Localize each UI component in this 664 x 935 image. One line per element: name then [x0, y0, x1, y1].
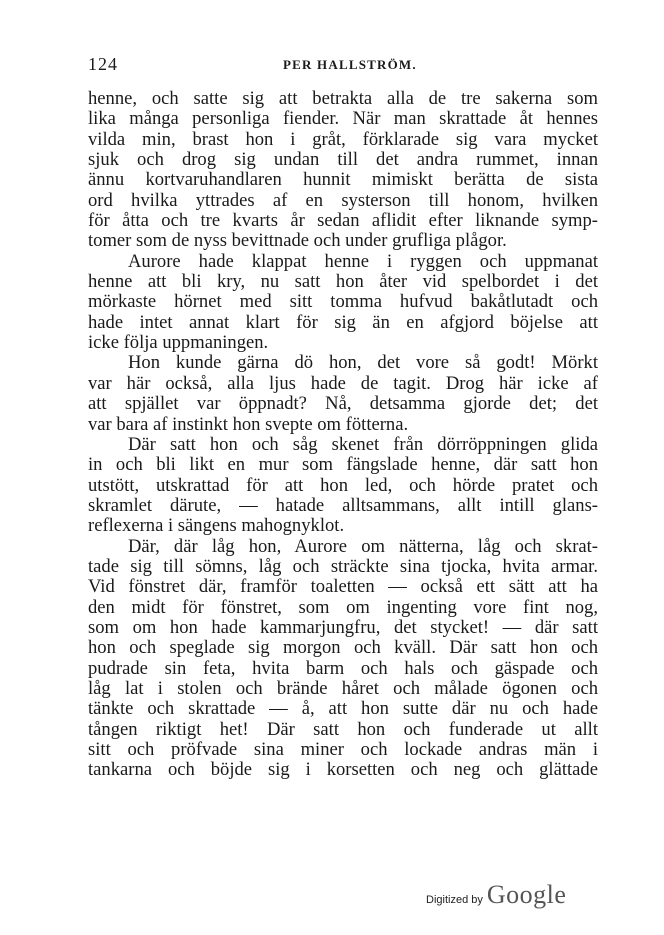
text-line: Vid fönstret där, framför toaletten — också ett sätt att ha	[88, 577, 598, 598]
running-head: PER HALLSTRÖM.	[283, 57, 417, 72]
text-line: var här också, alla ljus hade de tagit. Drog här icke af	[88, 373, 598, 394]
paragraph-start-line: Hon kunde gärna dö hon, det vore så godt! Mörkt	[128, 353, 598, 374]
paragraph-start-line: Där satt hon och såg skenet från dörröppningen glida	[128, 434, 598, 455]
text-line: icke följa uppmaningen.	[88, 333, 269, 354]
text-line: lika många personliga fiender. När man skrattade åt hennes	[88, 109, 598, 130]
text-line: reflexerna i sängens mahognyklot.	[88, 516, 345, 537]
google-logo: Google	[486, 880, 567, 909]
text-line: mörkaste hörnet med sitt tomma hufvud bakåtlutadt och	[88, 292, 598, 313]
text-line: som om hon hade kammarjungfru, det stycket! — där satt	[88, 617, 598, 638]
text-line: för åtta och tre kvarts år sedan aflidit efter liknande symp-	[88, 211, 598, 232]
digitized-watermark	[426, 880, 566, 910]
text-line: att spjället var öppnadt? Nå, detsamma gjorde det; det	[88, 394, 598, 415]
text-line: tade sig till sömns, låg och sträckte sina tjocka, hvita armar.	[88, 556, 598, 577]
text-line: skramlet därute, — hatade alltsammans, allt intill glans-	[88, 495, 598, 516]
text-line: tomer som de nyss bevittnade och under grufliga plågor.	[88, 231, 507, 252]
text-line: pudrade sin feta, hvita barm och hals och gäspade och	[88, 658, 598, 679]
page-number: 124	[88, 54, 118, 74]
text-line: hade intet annat klart för sig än en afgjord böjelse att	[88, 312, 598, 333]
text-line: sitt och pröfvade sina miner och lockade andras män i	[88, 740, 598, 760]
text-line: in och bli likt en mur som fängslade henne, där satt hon	[88, 455, 598, 476]
paragraph-start-line: Aurore hade klappat henne i ryggen och uppmanat	[128, 251, 598, 272]
text-line: henne, och satte sig att betrakta alla de tre sakerna som	[88, 89, 598, 109]
text-line: hon och speglade sig morgon och kväll. Där satt hon och	[88, 638, 598, 659]
text-line: utstött, utskrattad för att hon led, och hörde pratet och	[88, 475, 598, 496]
text-line: var bara af instinkt hon svepte om fötterna.	[88, 414, 409, 435]
text-line: tankarna och böjde sig i korsetten och neg och glättade	[88, 760, 598, 781]
text-line: ännu kortvaruhandlaren hunnit mimiskt berätta de sista	[88, 170, 598, 191]
text-line: sjuk och drog sig undan till det andra rummet, innan	[88, 150, 598, 171]
text-line: den midt för fönstret, som om ingenting vore fint nog,	[88, 597, 598, 618]
text-line: låg lat i stolen och brände håret och målade ögonen och	[88, 678, 598, 699]
paragraph-start-line: Där, där låg hon, Aurore om nätterna, låg och skrat-	[128, 536, 598, 557]
body-text	[88, 89, 598, 781]
text-line: vilda min, brast hon i gråt, förklarade sig vara mycket	[88, 129, 598, 150]
watermark-prefix: Digitized by	[426, 894, 483, 906]
text-line: tänkte och skrattade — å, att hon sutte där nu och hade	[88, 699, 598, 720]
text-line: henne att bli kry, nu satt hon åter vid spelbordet i det	[88, 272, 598, 293]
page-header	[88, 54, 592, 76]
text-line: tången riktigt het! Där satt hon och funderade ut allt	[88, 719, 598, 740]
text-line: ord hvilka yttrades af en systerson till honom, hvilken	[88, 190, 598, 211]
